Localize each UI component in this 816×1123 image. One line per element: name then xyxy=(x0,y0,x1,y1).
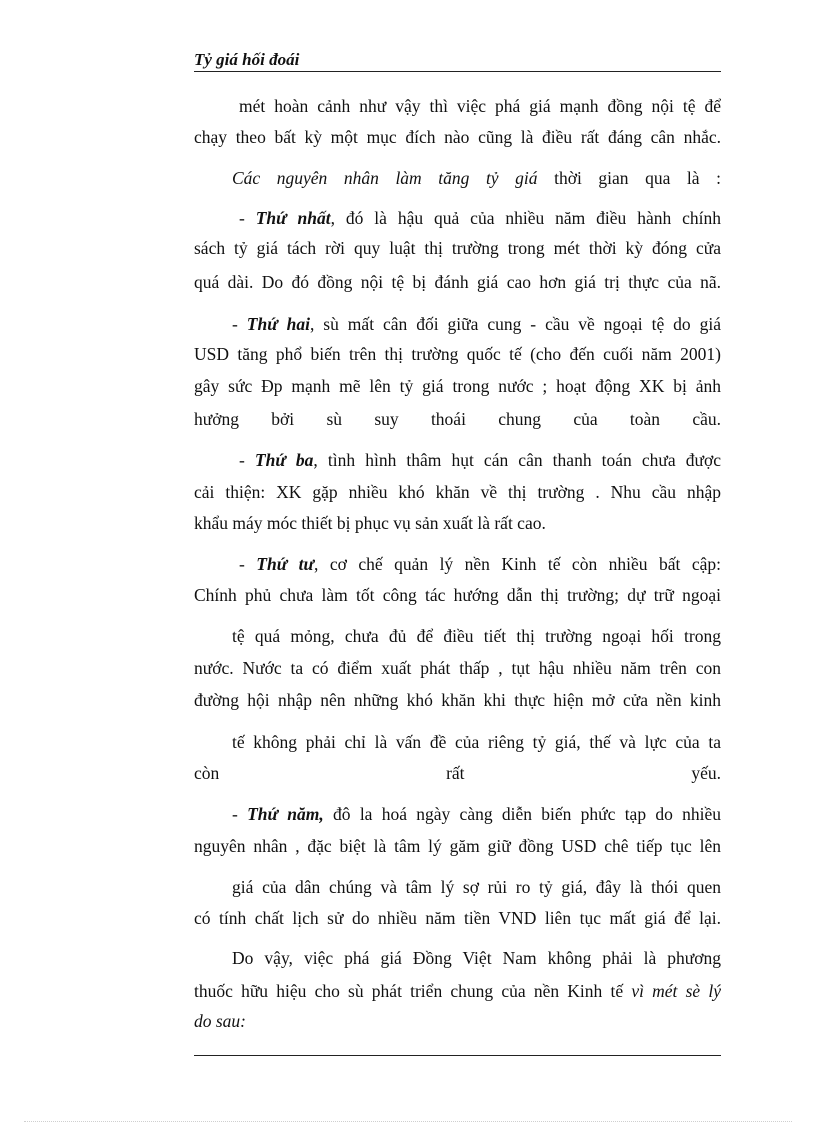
text-span: , tình hình thâm hụt cán cân thanh toán chưa được xyxy=(313,450,721,470)
dash: - xyxy=(239,554,245,574)
footer-rule xyxy=(194,1055,721,1056)
text-line: tệ quá mỏng, chưa đủ để điều tiết thị trường ngoại hối trong xyxy=(232,626,721,646)
text-line: sách tỷ giá tách rời quy luật thị trường trong mét thời kỳ đóng cửa xyxy=(194,238,721,258)
text-line: có tính chất lịch sử do nhiều năm tiền VND liên tục mất giá để lại. xyxy=(194,908,721,928)
italic-phrase: do sau: xyxy=(194,1011,247,1031)
text-span: , đó là hậu quả của nhiều năm điều hành chính xyxy=(330,208,722,228)
text-line: đường hội nhập nên những khó khăn khi thực hiện mở cửa nền kinh xyxy=(194,690,721,710)
dash: - xyxy=(232,804,238,824)
text-line: mét hoàn cảnh như vậy thì việc phá giá mạnh đồng nội tệ để xyxy=(239,96,721,116)
text-line: Do vậy, việc phá giá Đồng Việt Nam không phải là phương xyxy=(232,948,721,968)
text-line xyxy=(232,802,721,826)
text-line: nguyên nhân , đặc biệt là tâm lý găm giữ đồng USD chê tiếp tục lên xyxy=(194,836,721,856)
text-line xyxy=(232,166,721,190)
text-line: Chính phủ chưa làm tốt công tác hướng dẫn thị trường; dự trữ ngoại xyxy=(194,585,721,605)
italic-phrase: vì mét sè lý xyxy=(631,981,722,1001)
text-line: chạy theo bất kỳ một mục đích nào cũng là điều rất đáng cân nhắc. xyxy=(194,127,721,147)
text-line xyxy=(239,206,721,230)
header-rule xyxy=(194,71,721,72)
point-label: Thứ hai xyxy=(246,314,310,334)
text-line xyxy=(194,1009,246,1033)
text-span: thời gian qua là : xyxy=(554,168,722,188)
point-label: Thứ ba xyxy=(254,450,314,470)
text-span: đô la hoá ngày càng diễn biến phức tạp do nhiều xyxy=(333,804,722,824)
running-header: Tỷ giá hối đoái xyxy=(194,50,300,69)
text-span: thuốc hữu hiệu cho sù phát triển chung của nền Kinh tế xyxy=(194,981,624,1001)
text-line: khẩu máy móc thiết bị phục vụ sản xuất là rất cao. xyxy=(194,513,546,533)
text-span: , cơ chế quản lý nền Kinh tế còn nhiều bất cập: xyxy=(314,554,721,574)
text-line xyxy=(239,448,721,472)
text-line xyxy=(194,979,721,1003)
italic-phrase: Các nguyên nhân làm tăng tỷ giá xyxy=(232,168,538,188)
point-label: Thứ nhất xyxy=(255,208,331,228)
text-line xyxy=(232,312,721,336)
text-line xyxy=(239,552,721,576)
dash: - xyxy=(239,208,245,228)
text-line: tế không phải chỉ là vấn đề của riêng tỷ giá, thế và lực của ta xyxy=(232,732,721,752)
text-line: quá dài. Do đó đồng nội tệ bị đánh giá cao hơn giá trị thực của nã. xyxy=(194,272,721,292)
dash: - xyxy=(239,450,245,470)
text-line: giá của dân chúng và tâm lý sợ rủi ro tỷ giá, đây là thói quen xyxy=(232,877,721,897)
dash: - xyxy=(232,314,238,334)
text-span: , sù mất cân đối giữa cung - cầu về ngoại tệ do giá xyxy=(309,314,721,334)
text-line: nước. Nước ta có điểm xuất phát thấp , tụt hậu nhiều năm trên con xyxy=(194,658,721,678)
page-edge xyxy=(24,1121,792,1122)
point-label: Thứ tư xyxy=(256,554,315,574)
text-line: gây sức Ðp mạnh mẽ lên tỷ giá trong nước ; hoạt động XK bị ảnh xyxy=(194,376,721,396)
text-line: cải thiện: XK gặp nhiều khó khăn về thị trường . Nhu cầu nhập xyxy=(194,482,721,502)
point-label: Thứ năm, xyxy=(247,804,324,824)
text-line: còn rất yếu. xyxy=(194,763,721,783)
text-line: hưởng bởi sù suy thoái chung của toàn cầu. xyxy=(194,409,721,429)
text-line: USD tăng phổ biến trên thị trường quốc tế (cho đến cuối năm 2001) xyxy=(194,344,721,364)
